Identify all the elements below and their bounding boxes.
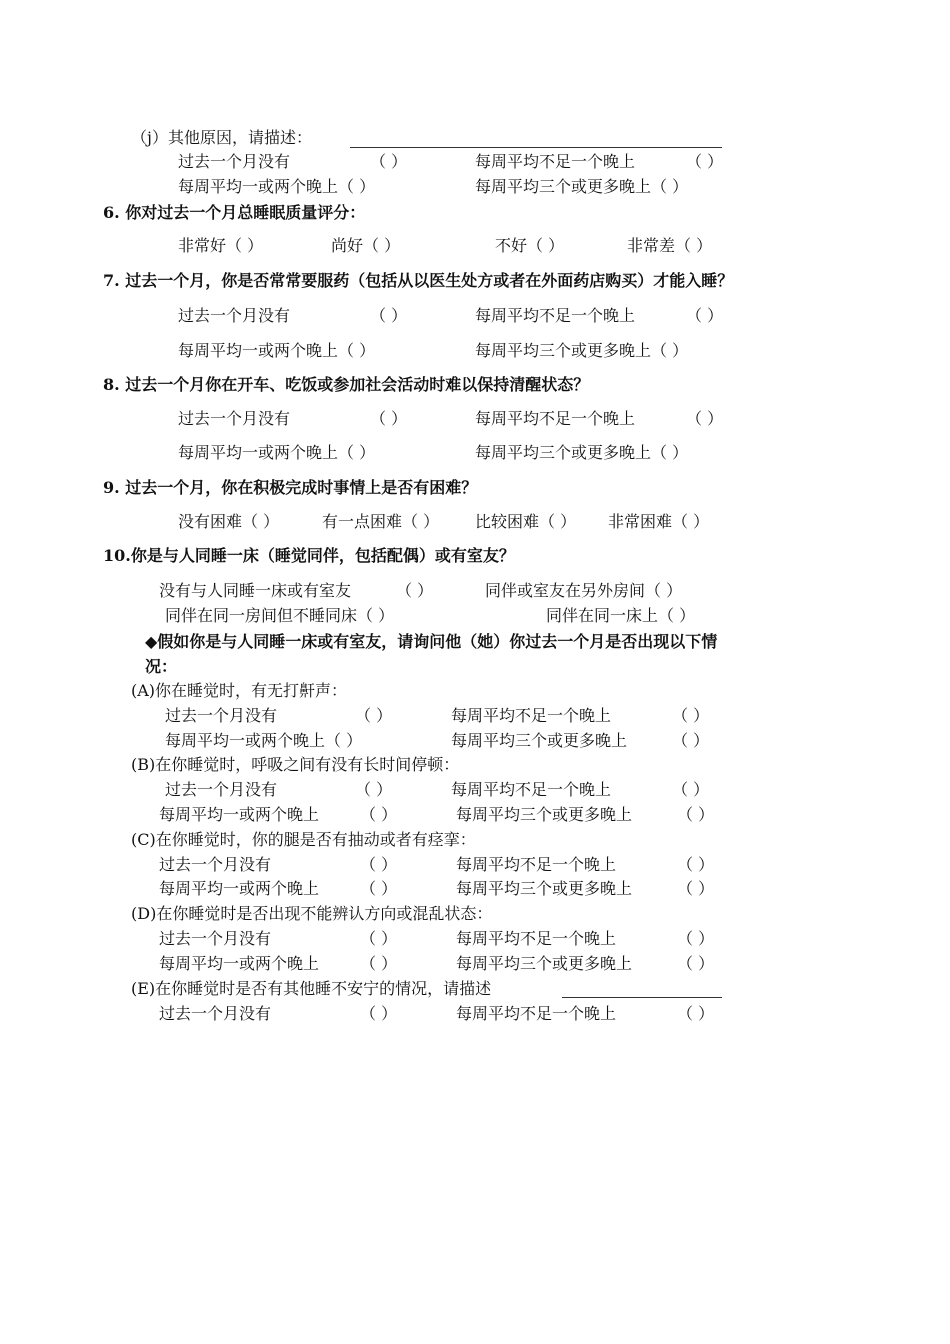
question-b-option-one-two: 每周平均一或两个晚上 [159,805,320,824]
question-j-option-one-two[interactable]: 每周平均一或两个晚上（ ） [178,177,376,196]
question-7-option-less-one-mark[interactable]: （ ） [686,306,724,325]
question-6-option-good[interactable]: 尚好（ ） [331,236,401,255]
question-8-option-none-mark[interactable]: （ ） [370,409,408,428]
question-b-option-less-one: 每周平均不足一个晚上 [451,780,612,799]
question-c-option-three-more-mark[interactable]: （ ） [677,879,715,898]
question-8-title: 8. 过去一个月你在开车、吃饭或参加社会活动时难以保持清醒状态？ [103,375,590,394]
question-d-option-none: 过去一个月没有 [159,929,272,948]
question-c-title: (C)在你睡觉时，你的腿是否有抽动或者有痉挛： [131,830,476,849]
question-10-option-same-bed[interactable]: 同伴在同一床上（ ） [546,606,696,625]
question-a-option-none-mark[interactable]: （ ） [355,706,393,725]
question-10-option-alone: 没有与人同睡一床或有室友 [159,581,352,600]
question-b-option-three-more-mark[interactable]: （ ） [677,805,715,824]
question-b-option-none: 过去一个月没有 [165,780,278,799]
question-b-title: (B)在你睡觉时，呼吸之间有没有长时间停顿： [131,755,460,774]
question-10-option-other-room[interactable]: 同伴或室友在另外房间（ ） [485,581,683,600]
question-b-option-none-mark[interactable]: （ ） [355,780,393,799]
question-c-option-one-two-mark[interactable]: （ ） [360,879,398,898]
question-a-option-none: 过去一个月没有 [165,706,278,725]
question-8-option-less-one: 每周平均不足一个晚上 [475,409,636,428]
question-d-option-none-mark[interactable]: （ ） [360,929,398,948]
question-8-option-none: 过去一个月没有 [178,409,291,428]
question-d-option-less-one: 每周平均不足一个晚上 [456,929,617,948]
partner-note-line1: ◆假如你是与人同睡一床或有室友，请询问他（她）你过去一个月是否出现以下情 [145,632,718,651]
question-c-option-less-one-mark[interactable]: （ ） [677,855,715,874]
question-10-option-alone-mark[interactable]: （ ） [396,581,434,600]
question-d-option-three-more-mark[interactable]: （ ） [677,954,715,973]
question-9-option-very-difficult[interactable]: 非常困难（ ） [608,512,710,531]
question-e-option-none: 过去一个月没有 [159,1004,272,1023]
question-c-option-none: 过去一个月没有 [159,855,272,874]
question-10-title: 10.你是与人同睡一床（睡觉同伴，包括配偶）或有室友？ [103,546,515,565]
question-9-option-some-difficulty[interactable]: 比较困难（ ） [475,512,577,531]
question-d-option-three-more: 每周平均三个或更多晚上 [456,954,633,973]
question-d-option-one-two: 每周平均一或两个晚上 [159,954,320,973]
question-j-option-three-more[interactable]: 每周平均三个或更多晚上（ ） [475,177,689,196]
question-j-option-none-mark[interactable]: （ ） [370,152,408,171]
question-c-option-less-one: 每周平均不足一个晚上 [456,855,617,874]
question-b-option-less-one-mark[interactable]: （ ） [672,780,710,799]
question-a-option-three-more: 每周平均三个或更多晚上 [451,731,628,750]
question-d-title: (D)在你睡觉时是否出现不能辨认方向或混乱状态： [131,904,493,923]
question-6-option-very-bad[interactable]: 非常差（ ） [627,236,713,255]
question-8-option-three-more[interactable]: 每周平均三个或更多晚上（ ） [475,443,689,462]
question-b-option-three-more: 每周平均三个或更多晚上 [456,805,633,824]
question-c-option-none-mark[interactable]: （ ） [360,855,398,874]
question-8-option-less-one-mark[interactable]: （ ） [686,409,724,428]
question-7-option-none: 过去一个月没有 [178,306,291,325]
question-a-option-three-more-mark[interactable]: （ ） [672,731,710,750]
question-7-option-one-two[interactable]: 每周平均一或两个晚上（ ） [178,341,376,360]
question-6-option-bad[interactable]: 不好（ ） [495,236,565,255]
question-e-option-none-mark[interactable]: （ ） [360,1004,398,1023]
question-10-option-same-room[interactable]: 同伴在同一房间但不睡同床（ ） [165,606,395,625]
question-7-option-three-more[interactable]: 每周平均三个或更多晚上（ ） [475,341,689,360]
question-c-option-three-more: 每周平均三个或更多晚上 [456,879,633,898]
question-e-option-less-one: 每周平均不足一个晚上 [456,1004,617,1023]
question-7-option-none-mark[interactable]: （ ） [370,306,408,325]
question-j-label: （j）其他原因，请描述： [131,128,312,147]
question-d-option-less-one-mark[interactable]: （ ） [677,929,715,948]
question-a-option-less-one: 每周平均不足一个晚上 [451,706,612,725]
question-j-option-less-one: 每周平均不足一个晚上 [475,152,636,171]
question-8-option-one-two[interactable]: 每周平均一或两个晚上（ ） [178,443,376,462]
question-6-title: 6. 你对过去一个月总睡眠质量评分： [103,203,366,222]
partner-note-line2: 况： [145,657,178,676]
question-e-option-less-one-mark[interactable]: （ ） [677,1004,715,1023]
question-b-option-one-two-mark[interactable]: （ ） [360,805,398,824]
question-9-option-no-difficulty[interactable]: 没有困难（ ） [178,512,280,531]
question-7-title: 7. 过去一个月，你是否常常要服药（包括从以医生处方或者在外面药店购买）才能入睡？ [103,271,734,290]
question-9-option-little-difficulty[interactable]: 有一点困难（ ） [322,512,440,531]
question-e-title: (E)在你睡觉时是否有其他睡不安宁的情况，请描述 [131,979,492,998]
question-a-title: (A)你在睡觉时，有无打鼾声： [131,681,348,700]
question-j-option-none: 过去一个月没有 [178,152,291,171]
question-j-option-less-one-mark[interactable]: （ ） [686,152,724,171]
question-d-option-one-two-mark[interactable]: （ ） [360,954,398,973]
question-6-option-very-good[interactable]: 非常好（ ） [178,236,264,255]
question-j-answer-line[interactable] [350,147,722,148]
question-a-option-less-one-mark[interactable]: （ ） [672,706,710,725]
question-9-title: 9. 过去一个月，你在积极完成时事情上是否有困难？ [103,478,478,497]
question-7-option-less-one: 每周平均不足一个晚上 [475,306,636,325]
question-e-answer-line[interactable] [562,997,722,998]
question-a-option-one-two[interactable]: 每周平均一或两个晚上（ ） [165,731,363,750]
question-c-option-one-two: 每周平均一或两个晚上 [159,879,320,898]
